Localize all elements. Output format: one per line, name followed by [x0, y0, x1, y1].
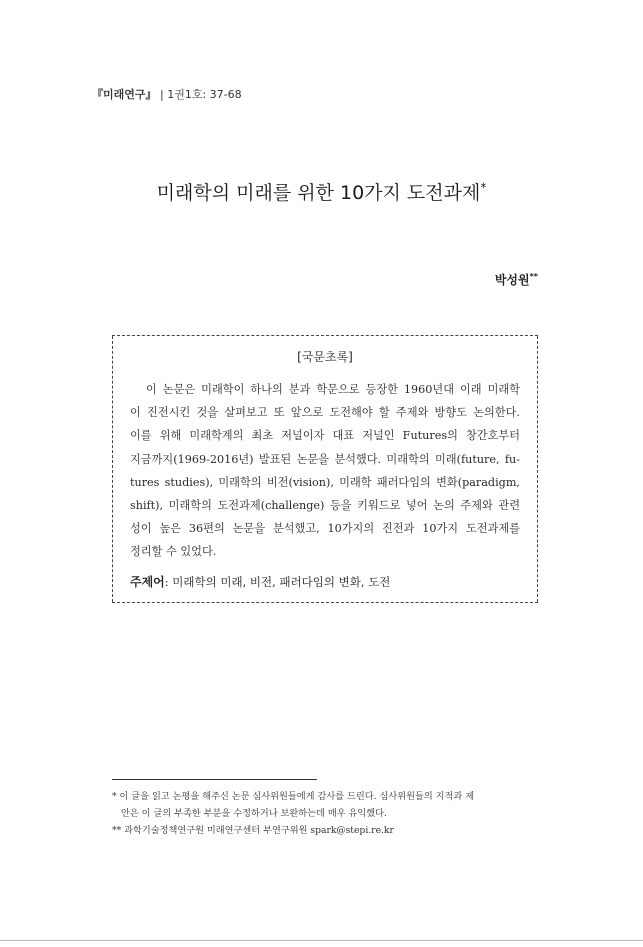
abstract-heading: [국문초록]	[297, 350, 353, 364]
abstract-line: 정리할 수 있었다.	[130, 545, 217, 559]
author	[495, 271, 538, 288]
keywords-label: 주제어	[130, 575, 165, 589]
footnote-divider	[112, 779, 317, 780]
abstract-line: 이 진전시킨 것을 살펴보고 또 앞으로 도전해야 할 주제와 방향도 논의한다.	[130, 406, 520, 420]
abstract-line: 이를 위해 미래학계의 최초 저널이자 대표 저널인 Futures의 창간호부터	[130, 429, 520, 443]
footnotes	[112, 788, 544, 839]
author-footnote-mark: **	[529, 272, 538, 281]
paper-title	[0, 178, 643, 205]
footnote-author-affiliation: ** 과학기술정책연구원 미래연구센터 부연구위원 spark@stepi.re.kr	[112, 825, 394, 836]
journal-name: 『미래연구』	[92, 88, 157, 101]
abstract-body	[130, 378, 520, 564]
keywords-list: : 미래학의 미래, 비전, 패러다임의 변화, 도전	[164, 575, 391, 589]
running-header	[92, 86, 242, 102]
abstract-line: 지금까지(1969-2016년) 발표된 논문을 분석했다. 미래학의 미래(future, fu-	[130, 452, 520, 466]
abstract-box	[112, 335, 538, 603]
footnote-acknowledgement-continued: 안은 이 글의 부족한 부분을 수정하거나 보완하는데 매우 유익했다.	[121, 808, 387, 819]
abstract-line: tures studies), 미래학의 비전(vision), 미래학 패러다임의 변화(paradigm,	[130, 475, 520, 489]
page-bottom-divider	[0, 940, 643, 941]
issue-info: | 1권1호: 37-68	[160, 88, 242, 101]
abstract-line: 성이 높은 36편의 논문을 분석했고, 10가지의 진전과 10가지 도전과제를	[130, 522, 520, 536]
title-footnote-mark: *	[480, 180, 487, 195]
author-name: 박성원	[494, 273, 530, 287]
keywords	[130, 573, 390, 590]
abstract-line: 이 논문은 미래학이 하나의 분과 학문으로 등장한 1960년대 이래 미래학	[146, 383, 520, 396]
footnote-acknowledgement: * 이 글을 읽고 논평을 해주신 논문 심사위원들에게 감사를 드린다. 심사위원들의 지적과 제	[112, 791, 475, 802]
paper-title-text: 미래학의 미래를 위한 10가지 도전과제	[156, 182, 481, 204]
abstract-line: shift), 미래학의 도전과제(challenge) 등을 키워드로 넣어 논의 주제와 관련	[130, 499, 520, 513]
